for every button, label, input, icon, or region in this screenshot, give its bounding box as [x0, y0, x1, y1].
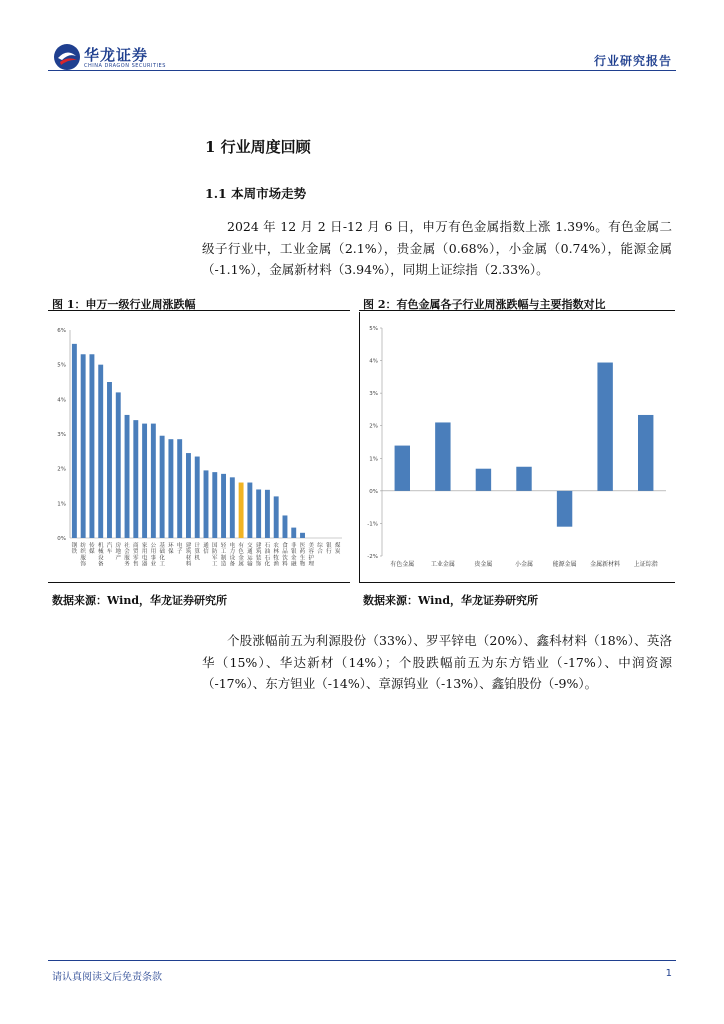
x-tick-label: 传: [89, 543, 95, 549]
x-tick-label: 理: [308, 561, 315, 568]
x-tick-label: 械: [97, 549, 104, 556]
x-tick-label: 材: [185, 555, 192, 562]
x-tick-label: 有: [238, 543, 244, 549]
x-tick-label: 银: [290, 549, 297, 556]
x-tick-label: 商: [133, 543, 139, 549]
x-tick-label: 饮: [282, 555, 288, 562]
x-tick-label: 地: [115, 549, 122, 556]
x-tick-label: 服: [124, 555, 130, 562]
bar-金属新材料: [597, 363, 612, 491]
x-tick-label: 合: [317, 549, 323, 556]
x-tick-label: 物: [299, 561, 306, 568]
x-tick-label: 产: [115, 555, 122, 562]
x-tick-label: 媒: [89, 549, 95, 556]
y-tick-label: 3%: [57, 432, 66, 438]
x-tick-label: 工业金属: [430, 561, 455, 568]
x-tick-label: 造: [220, 561, 227, 568]
bar-商贸零售: [133, 420, 138, 538]
x-tick-label: 售: [133, 561, 139, 568]
paragraph-text: 个股涨幅前五为利源股份（33%）、罗平锌电（20%）、鑫科材料（18%）、英洛华（15%）、华达新材（14%）；个股跌幅前五为东方锆业（-17%）、中润资源（-17%）、东方钽业（-14%）、章源钨业（-13%）、鑫铂股份（-9%）。: [202, 633, 672, 691]
x-tick-label: 护: [308, 555, 315, 562]
bar-贵金属: [476, 469, 491, 491]
x-tick-label: 小金属: [514, 561, 534, 568]
x-tick-label: 属: [238, 561, 244, 568]
x-tick-label: 渔: [273, 561, 279, 568]
logo-text-en: CHINA DRAGON SECURITIES: [84, 63, 166, 69]
x-tick-label: 炭: [334, 549, 341, 556]
x-tick-label: 非: [290, 543, 297, 549]
bar-医药生物: [300, 533, 305, 538]
x-tick-label: 通: [203, 543, 209, 549]
bar-汽车: [107, 382, 112, 538]
bar-小金属: [516, 467, 531, 491]
figure-1-source: 数据来源：Wind，华龙证券研究所: [52, 594, 228, 607]
x-tick-label: 能源金属: [552, 561, 577, 568]
x-tick-label: 药: [299, 549, 306, 556]
bar-房地产: [116, 392, 121, 538]
bar-上证综指: [638, 415, 653, 491]
x-tick-label: 电: [176, 543, 183, 549]
x-tick-label: 运: [247, 555, 253, 562]
x-tick-label: 力: [229, 549, 236, 556]
x-tick-label: 器: [141, 561, 148, 568]
x-tick-label: 品: [282, 549, 288, 556]
x-tick-label: 电: [141, 555, 148, 562]
x-tick-label: 设: [229, 555, 236, 562]
y-tick-label: 3%: [369, 391, 378, 398]
bar-机械设备: [98, 365, 103, 538]
stock-movers-paragraph: [202, 630, 672, 695]
x-tick-label: 业: [150, 561, 157, 568]
x-tick-label: 制: [220, 555, 227, 562]
y-tick-label: 5%: [57, 362, 66, 369]
x-tick-label: 金属新材料: [590, 561, 621, 568]
industry-weekly-change-chart: [48, 312, 350, 580]
logo-text-cn: 华龙证券: [84, 46, 149, 64]
x-tick-label: 机: [97, 543, 104, 549]
x-tick-label: 公: [150, 543, 157, 549]
page-number: 1: [665, 968, 672, 979]
y-tick-label: 0%: [369, 488, 378, 495]
bar-非银金融: [291, 528, 296, 538]
bar-基础化工: [160, 436, 165, 538]
x-tick-label: 生: [299, 555, 306, 562]
bar-有色金属: [395, 446, 410, 491]
x-tick-label: 零: [133, 555, 139, 562]
bar-环保: [168, 439, 173, 538]
y-tick-label: 2%: [57, 466, 66, 473]
x-tick-label: 子: [176, 549, 183, 556]
x-tick-label: 备: [97, 561, 104, 568]
bar-公用事业: [151, 424, 156, 538]
x-tick-label: 通: [247, 549, 253, 556]
x-tick-label: 用: [141, 549, 148, 556]
y-tick-label: 1%: [369, 456, 378, 463]
x-tick-label: 色: [238, 549, 244, 556]
x-tick-label: 有色金属: [390, 561, 415, 568]
x-tick-label: 工: [212, 561, 218, 568]
bar-建筑装饰: [256, 489, 261, 538]
x-tick-label: 贸: [133, 549, 139, 556]
disclaimer-note: 请认真阅读文后免责条款: [52, 972, 162, 983]
bar-传媒: [89, 354, 94, 538]
x-tick-label: 装: [255, 555, 262, 562]
x-tick-label: 医: [299, 543, 306, 549]
bar-石油石化: [265, 490, 270, 538]
bar-食品饮料: [283, 515, 288, 538]
figure-2-top-rule: [359, 310, 675, 311]
x-tick-label: 设: [97, 555, 104, 562]
x-tick-label: 基: [159, 543, 165, 549]
x-tick-label: 料: [282, 561, 288, 568]
x-tick-label: 纺: [80, 543, 86, 549]
x-tick-label: 筑: [255, 549, 262, 556]
x-tick-label: 车: [106, 549, 113, 556]
bar-工业金属: [435, 422, 450, 490]
bar-轻工制造: [221, 474, 226, 538]
y-tick-label: 5%: [369, 326, 378, 332]
bar-钢铁: [72, 344, 77, 538]
x-tick-label: 国: [212, 543, 218, 549]
x-tick-label: 交: [247, 543, 253, 549]
y-tick-label: -2%: [367, 554, 378, 560]
y-tick-label: 4%: [57, 397, 66, 404]
x-tick-label: 防: [212, 549, 218, 556]
x-tick-label: 信: [203, 549, 209, 556]
x-tick-label: 融: [290, 561, 297, 568]
x-tick-label: 机: [194, 555, 200, 562]
x-tick-label: 轻: [220, 543, 227, 549]
x-tick-label: 事: [150, 555, 157, 562]
x-tick-label: 容: [308, 549, 315, 556]
x-tick-label: 军: [212, 555, 218, 562]
x-tick-label: 用: [150, 549, 157, 556]
x-tick-label: 建: [185, 543, 192, 549]
x-tick-label: 会: [124, 549, 130, 556]
bar-电子: [177, 439, 182, 538]
market-summary-paragraph: [202, 216, 672, 281]
x-tick-label: 农: [273, 543, 279, 549]
y-tick-label: 0%: [57, 536, 66, 542]
y-tick-label: 1%: [57, 501, 66, 508]
bar-有色金属: [239, 483, 244, 538]
x-tick-label: 计: [194, 543, 200, 549]
x-tick-label: 行: [326, 549, 332, 556]
bar-农林牧渔: [274, 496, 279, 538]
x-tick-label: 林: [273, 549, 279, 556]
report-type-label: 行业研究报告: [593, 54, 672, 68]
x-tick-label: 电: [229, 543, 236, 549]
y-tick-label: -1%: [367, 521, 378, 528]
x-tick-label: 务: [124, 561, 130, 568]
bar-社会服务: [125, 415, 130, 538]
x-tick-label: 饰: [80, 561, 86, 568]
x-tick-label: 织: [80, 549, 86, 556]
bar-建筑材料: [186, 453, 191, 538]
footer-divider: [48, 960, 676, 961]
bar-计算机: [195, 457, 200, 538]
header-divider: [48, 70, 676, 71]
figure-1-title: 图 1：申万一级行业周涨跌幅: [52, 298, 196, 311]
company-logo-icon: [52, 42, 82, 72]
x-tick-label: 石: [264, 543, 271, 549]
x-tick-label: 上证综指: [633, 561, 658, 568]
bar-纺织服饰: [81, 354, 86, 538]
x-tick-label: 保: [168, 549, 174, 556]
x-tick-label: 银: [326, 543, 332, 549]
x-tick-label: 贵金属: [474, 561, 493, 568]
x-tick-label: 化: [264, 561, 271, 568]
x-tick-label: 社: [124, 543, 130, 549]
x-tick-label: 煤: [334, 543, 341, 549]
figure-2-title: 图 2：有色金属各子行业周涨跌幅与主要指数对比: [363, 298, 606, 311]
x-tick-label: 铁: [71, 549, 78, 556]
bar-家用电器: [142, 424, 147, 538]
figure-2-bottom-rule: [359, 582, 675, 583]
bar-通信: [204, 470, 209, 538]
x-tick-label: 油: [264, 549, 271, 556]
x-tick-label: 础: [159, 549, 165, 556]
x-tick-label: 钢: [71, 543, 78, 549]
bar-电力设备: [230, 477, 235, 538]
x-tick-label: 饰: [255, 561, 262, 568]
figure-1-top-rule: [48, 310, 350, 311]
y-tick-label: 2%: [369, 423, 378, 430]
figure-2-source: 数据来源：Wind，华龙证券研究所: [363, 594, 539, 607]
bar-能源金属: [557, 491, 572, 527]
paragraph-text: 2024 年 12 月 2 日-12 月 6 日，申万有色金属指数上涨 1.39%。有色金属二级子行业中，工业金属（2.1%），贵金属（0.68%），小金属（0.74%），能源金属（-1.1%），金属新材料（3.94%），同期上证综指（2.33%）。: [202, 219, 672, 277]
subsection-title: 1.1 本周市场走势: [205, 186, 307, 201]
x-tick-label: 美: [308, 543, 315, 549]
figure-1-bottom-rule: [48, 582, 350, 583]
x-tick-label: 综: [317, 543, 323, 549]
x-tick-label: 牧: [273, 555, 279, 562]
x-tick-label: 房: [115, 543, 122, 549]
y-tick-label: 4%: [369, 358, 378, 365]
x-tick-label: 备: [229, 561, 236, 568]
x-tick-label: 金: [290, 555, 297, 562]
x-tick-label: 汽: [106, 543, 113, 549]
section-title: 1 行业周度回顾: [205, 138, 311, 156]
bar-交通运输: [247, 483, 252, 538]
x-tick-label: 家: [141, 543, 148, 549]
x-tick-label: 环: [168, 543, 174, 549]
nonferrous-subindustry-chart: [360, 312, 675, 580]
x-tick-label: 筑: [185, 549, 192, 556]
x-tick-label: 化: [159, 555, 165, 562]
x-tick-label: 料: [185, 561, 192, 568]
x-tick-label: 金: [238, 555, 244, 562]
x-tick-label: 石: [264, 555, 271, 562]
x-tick-label: 服: [80, 555, 86, 562]
x-tick-label: 建: [255, 543, 262, 549]
y-tick-label: 6%: [57, 328, 66, 334]
x-tick-label: 食: [282, 543, 288, 549]
x-tick-label: 工: [220, 549, 227, 556]
x-tick-label: 算: [194, 549, 200, 556]
x-tick-label: 工: [159, 561, 165, 568]
bar-国防军工: [212, 472, 217, 538]
x-tick-label: 输: [247, 561, 253, 568]
